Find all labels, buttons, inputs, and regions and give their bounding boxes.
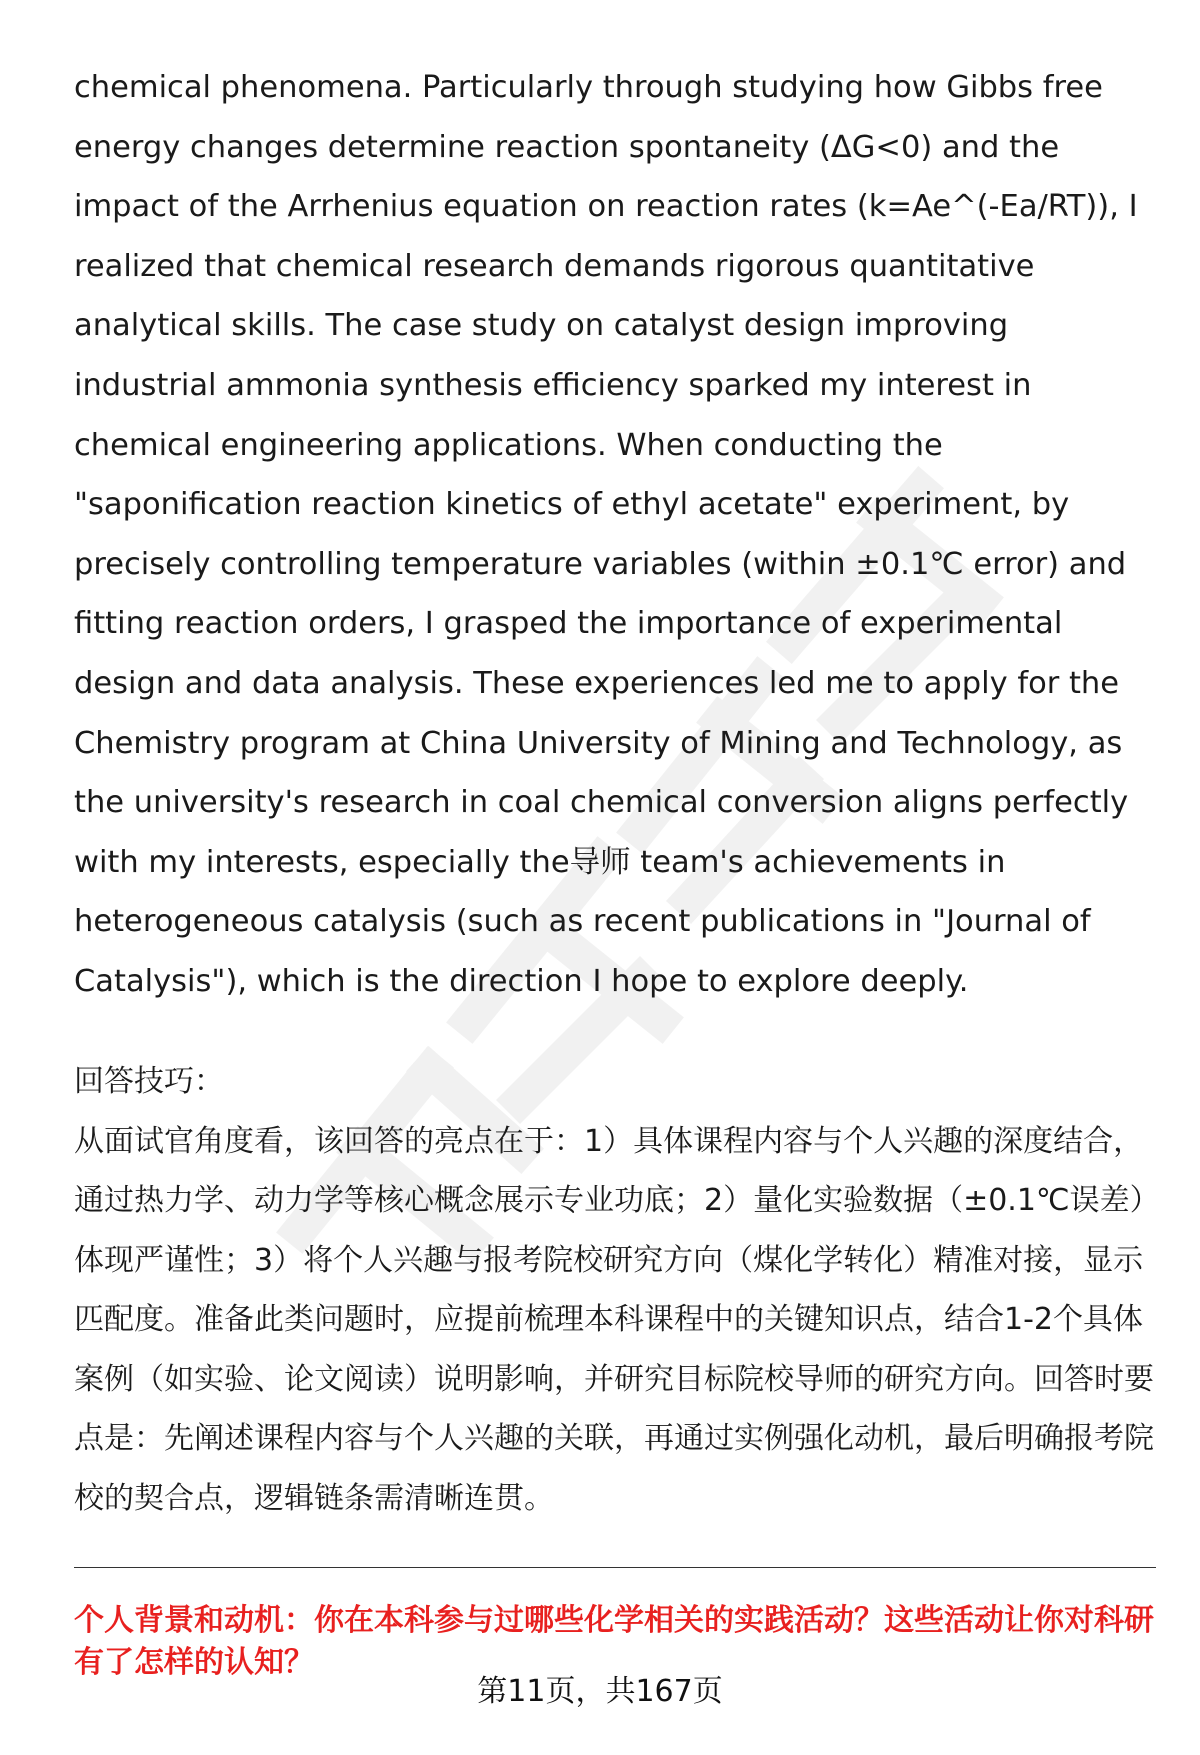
- document-page: [74, 58, 1154, 1684]
- tips-heading: 回答技巧：: [74, 1063, 224, 1099]
- next-question-heading: 个人背景和动机：你在本科参与过哪些化学相关的实践活动？这些活动让你对科研有了怎样的认知？: [74, 1602, 1154, 1680]
- page-footer: 第11页，共167页: [477, 1674, 723, 1709]
- answer-paragraph: chemical phenomena. Particularly through studying how Gibbs free energy changes determine reaction spontaneity (ΔG<0) and the impact of the Arrhenius equation on reaction rates (k=Ae^(-Ea/RT)), I realized that chemical research demands rigorous quantitative analytical skills. The case study on catalyst design improving industrial ammonia synthesis efficiency sparked my interest in chemical engineering applications. When conducting the "saponification reaction kinetics of ethyl acetate" experiment, by precisely controlling temperature variables (within ±0.1℃ error) and fitting reaction orders, I grasped the importance of experimental design and data analysis. These experiences led me to apply for the Chemistry program at China University of Mining and Technology, as the university's research in coal chemical conversion aligns perfectly with my interests, especially the导师 team's achievements in heterogeneous catalysis (such as recent publications in "Journal of Catalysis"), which is the direction I hope to explore deeply.: [74, 70, 1138, 999]
- section-divider: [74, 1567, 1156, 1568]
- tips-paragraph: 从面试官角度看，该回答的亮点在于：1）具体课程内容与个人兴趣的深度结合，通过热力学、动力学等核心概念展示专业功底；2）量化实验数据（±0.1℃误差）体现严谨性；3）将个人兴趣与报考院校研究方向（煤化学转化）精准对接，显示匹配度。准备此类问题时，应提前梳理本科课程中的关键知识点，结合1-2个具体案例（如实验、论文阅读）说明影响，并研究目标院校导师的研究方向。回答时要点是：先阐述课程内容与个人兴趣的关联，再通过实例强化动机，最后明确报考院校的契合点，逻辑链条需清晰连贯。: [74, 1123, 1154, 1517]
